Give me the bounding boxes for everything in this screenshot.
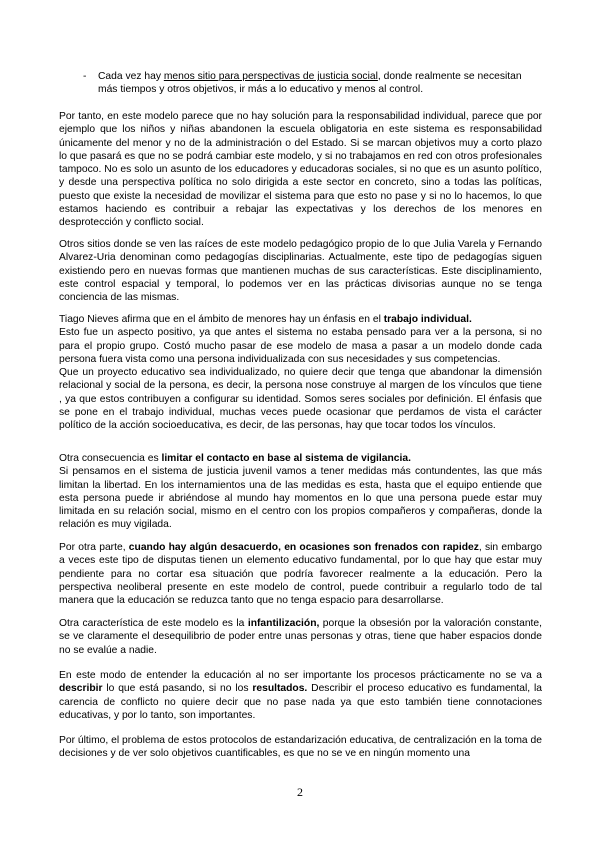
text-consecuencia-pre: Otra consecuencia es	[59, 453, 162, 464]
sentence-consecuencia	[59, 452, 542, 465]
paragraph-por-ultimo: Por último, el problema de estos protocolos de estandarización educativa, de centralización en la toma de decisiones y de ver solo objetivos cuantificables, es que no se ve en ningún momento una	[59, 735, 542, 760]
text-tiago-pre: Tiago Nieves afirma que en el ámbito de menores hay un énfasis en el	[59, 314, 384, 325]
bullet-dash: -	[83, 71, 87, 82]
sentence-aspecto-positivo: Esto fue un aspecto positivo, ya que antes el sistema no estaba pensado para ver a la persona, si no para el propio grupo. Costó mucho pasar de ese modelo de masa a pasar a un modelo donde cada persona fuera vista como una persona individualizada con sus necesidades y sus competencias.	[59, 327, 542, 365]
paragraph-pedagogias: Otros sitios donde se ven las raíces de este modelo pedagógico propio de lo que Julia Varela y Fernando Alvarez-Uria denominan como pedagogías disciplinarias. Actualmente, este tipo de pedagogías siguen existiendo pero en nuevas formas que mantienen muchas de sus características. Este disciplinamiento, este control espacial y temporal, lo podemos ver en las prácticas divisorias aunque no se tenga conciencia de las mismas.	[59, 239, 542, 304]
bold-describir: describir	[59, 683, 103, 695]
paragraph-responsabilidad: Por tanto, en este modelo parece que no hay solución para la responsabilidad individual, parece que por ejemplo que los niños y niñas abandonen la escuela obligatoria en este sistema es responsabilidad únicamente del menor y no de la administración o del Estado. Si se marcan objetivos muy a corto plazo lo que pasará es que no se podrá cambiar este modelo, y si no trabajamos en red con otros profesionales tampoco. No es solo un asunto de los educadores y educadoras sociales, si no que es un asunto político, y desde una perspectiva política no solo dirigida a este sector en concreto, sino a todas las políticas, puesto que existe la necesidad de movilizar el sistema para que esto no pase y si no lo hacemos, lo que estamos haciendo es contribuir a rebajar las expectativas y los derechos de los menores en desprotección y conflicto social.	[59, 111, 542, 229]
text-infantilizacion-post: porque la obsesión por la valoración constante, se ve claramente el desequilibrio de poder entre unas personas y otras, tiene que haber espacios donde no se evalúe a nadie.	[59, 618, 542, 656]
sentence-proyecto-educativo: Que un proyecto educativo sea individualizado, no quiere decir que tenga que abandonar la dimensión relacional y social de la persona, es decir, la persona nose construye al margen de los vínculos que tiene , ya que estos contribuyen a configurar su identidad. Somos seres sociales por definición. El énfasis que se pone en el trabajo individual, muchas veces puede ocasionar que perdamos de vista el carácter político de la acción socioeducativa, es decir, de las personas, hay que tocar todos los vínculos.	[59, 367, 542, 432]
bold-desacuerdo: cuando hay algún desacuerdo, en ocasiones son frenados con rapidez	[128, 542, 479, 553]
paragraph-desacuerdo	[59, 541, 542, 607]
sentence-justicia-juvenil: Si pensamos en el sistema de justicia juvenil vamos a tener medidas más contundentes, las que más limitan la libertad. En los internamientos una de las medidas es esta, hasta que el equipo entiende que esta persona puede ir abriéndose al mundo hay momentos en lo que una persona puede estar muy limitada en su relación social, mismo en el centro con los propios compañeros y compañeras, donde la relación es muy vigilada.	[59, 466, 542, 531]
paragraph-limitar-contacto	[59, 452, 542, 532]
bold-limitar-contacto: limitar el contacto en base al sistema de vigilancia.	[161, 453, 411, 464]
text-infantilizacion-pre: Otra característica de este modelo es la	[59, 618, 248, 629]
paragraph-infantilizacion	[59, 617, 542, 657]
sentence-tiago	[59, 313, 542, 326]
bullet-text-post: , donde realmente se necesitan más tiempos y otros objetivos, ir más a lo educativo y menos al control.	[98, 71, 522, 96]
text-desacuerdo-pre: Por otra parte,	[59, 542, 129, 553]
text-desacuerdo-post: , sin embargo a veces este tipo de disputas tienen un elemento educativo fundamental, por lo que hay que estar muy pendiente para no cortar esa situación que podría favorecer realmente a la educación. Pero la perspectiva neoliberal presente en este modelo de control, puede contribuir a regularlo todo de tal manera que la educación se reduzca tanto que no tenga espacio para desarrollarse.	[59, 542, 542, 607]
underlined-phrase: menos sitio para perspectivas de justicia social	[163, 71, 378, 82]
text-describir-pre: En este modo de entender la educación al no ser importante los procesos prácticamente no se va a	[59, 670, 542, 681]
bold-resultados: resultados.	[252, 683, 308, 695]
paragraph-describir	[59, 669, 542, 722]
bullet-text	[98, 70, 543, 97]
bullet-text-pre: Cada vez hay	[98, 71, 164, 82]
bold-infantilizacion: infantilización,	[247, 618, 320, 629]
paragraph-trabajo-individual	[59, 313, 542, 433]
text-describir-post: Describir el proceso educativo es fundamental, la carencia de conflicto no quiere decir que no pase nada ya que esto también tiene connotaciones educativas, y por lo tanto, son importantes.	[59, 683, 542, 721]
bold-trabajo-individual: trabajo individual.	[383, 314, 472, 325]
text-describir-mid: lo que está pasando, si no los	[102, 683, 253, 695]
page-number: 2	[297, 785, 303, 799]
